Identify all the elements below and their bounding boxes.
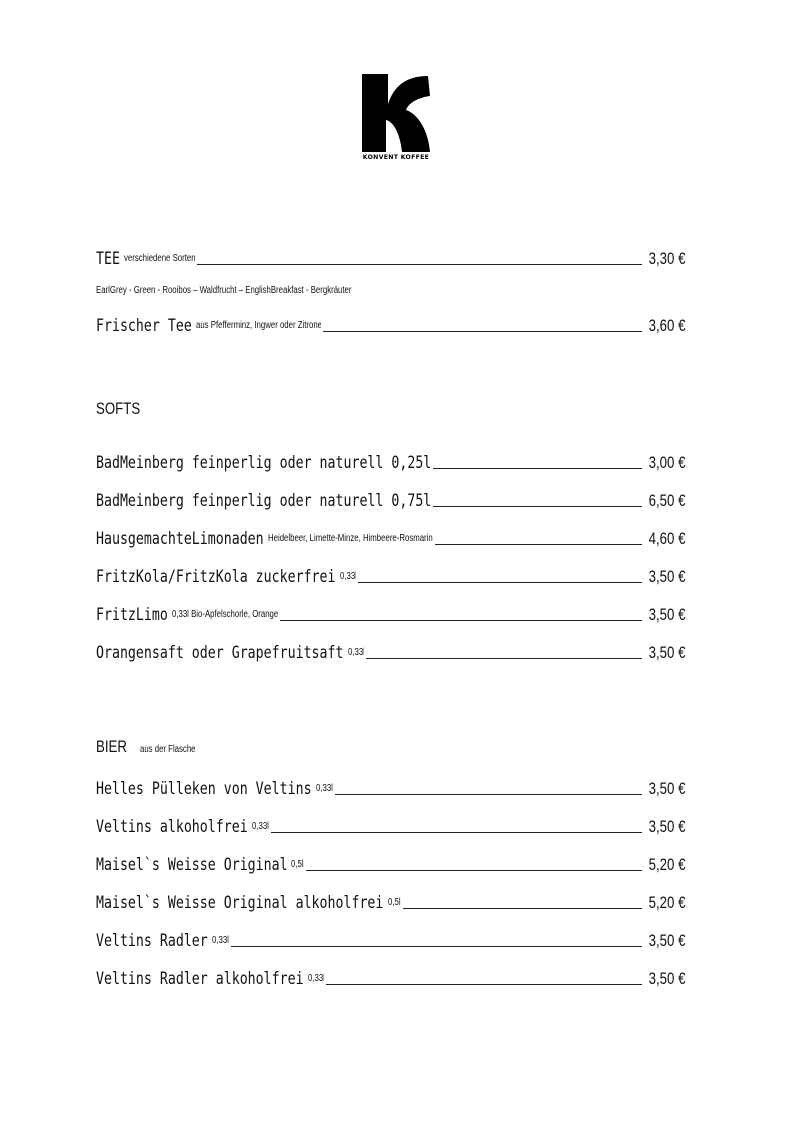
item-price: 5,20 € — [648, 855, 686, 874]
item-price: 5,20 € — [648, 893, 686, 912]
menu-row-frischer-tee — [96, 310, 696, 336]
item-detail: Heidelbeer, Limette-Minze, Himbeere-Rosmarin — [267, 533, 433, 544]
menu-row — [96, 561, 696, 587]
item-detail: 0,33l — [252, 821, 269, 832]
item-price: 3,00 € — [648, 453, 686, 472]
item-price: 3,30 € — [648, 249, 686, 268]
logo-wordmark: KONVENT KOFFEE — [362, 154, 430, 161]
item-price: 3,50 € — [648, 567, 686, 586]
section-title-bier: BIER aus der Flasche — [96, 737, 211, 760]
item-name: Helles Pülleken von Veltins — [96, 779, 312, 799]
item-price: 3,50 € — [648, 643, 686, 662]
dotted-leader — [280, 619, 642, 621]
item-name: Veltins Radler alkoholfrei — [96, 969, 304, 989]
menu-row — [96, 485, 696, 511]
item-name: HausgemachteLimonaden — [96, 529, 264, 549]
item-name: Maisel`s Weisse Original alkoholfrei — [96, 893, 384, 913]
item-name: Veltins Radler — [96, 931, 208, 951]
item-price: 3,50 € — [648, 817, 686, 836]
dotted-leader — [358, 581, 642, 583]
item-name: BadMeinberg feinperlig oder naturell 0,75l — [96, 491, 432, 511]
item-detail: 0,33l — [347, 647, 365, 658]
item-price: 3,50 € — [648, 779, 686, 798]
item-price: 4,60 € — [648, 529, 686, 548]
dotted-leader — [231, 945, 642, 947]
item-price: 3,50 € — [648, 605, 686, 624]
menu-row-tee — [96, 243, 696, 269]
item-detail: 0,5l — [387, 897, 401, 908]
item-name: BadMeinberg feinperlig oder naturell 0,25l — [96, 453, 432, 473]
item-detail: 0,33l — [315, 783, 333, 794]
item-detail: 0,33l Bio-Apfelschorle, Orange — [171, 609, 279, 620]
item-detail: 0,33l — [307, 973, 325, 984]
konvent-koffee-logo — [358, 74, 434, 166]
dotted-leader — [403, 907, 642, 909]
k-logo-icon — [358, 74, 434, 152]
dotted-leader — [335, 793, 642, 795]
item-detail: aus Pfefferminz, Ingwer oder Zitrone — [195, 320, 322, 331]
tea-varieties: EarlGrey - Green - Rooibos – Waldfrucht – EnglishBreakfast - Bergkräuter — [96, 285, 352, 296]
dotted-leader — [433, 505, 642, 507]
item-detail: 0,33l — [212, 935, 229, 946]
dotted-leader — [271, 831, 642, 833]
menu-row — [96, 963, 696, 989]
menu-row — [96, 887, 696, 913]
item-price: 3,60 € — [648, 316, 686, 335]
item-name: FritzKola/FritzKola zuckerfrei — [96, 567, 336, 587]
item-price: 6,50 € — [648, 491, 686, 510]
item-name: Maisel`s Weisse Original — [96, 855, 288, 875]
item-detail: 0,5l — [291, 859, 304, 870]
item-price: 3,50 € — [648, 969, 686, 988]
dotted-leader — [433, 467, 642, 469]
item-name: Orangensaft oder Grapefruitsaft — [96, 643, 344, 663]
item-name: Veltins alkoholfrei — [96, 817, 248, 837]
section-title-softs: SOFTS — [96, 399, 141, 418]
dotted-leader — [326, 983, 642, 985]
menu-row — [96, 637, 696, 663]
menu-row — [96, 599, 696, 625]
item-detail: verschiedene Sorten — [123, 253, 195, 264]
dotted-leader — [197, 263, 642, 265]
section-subtitle: aus der Flasche — [139, 744, 196, 755]
item-name: TEE — [96, 249, 120, 269]
item-name: Frischer Tee — [96, 316, 192, 336]
dotted-leader — [323, 330, 642, 332]
menu-row — [96, 447, 696, 473]
dotted-leader — [366, 657, 642, 659]
menu-row — [96, 925, 696, 951]
item-name: FritzLimo — [96, 605, 168, 625]
menu-row — [96, 811, 696, 837]
menu-row — [96, 523, 696, 549]
dotted-leader — [306, 869, 642, 871]
item-detail: 0,33l — [339, 571, 357, 582]
menu-row — [96, 849, 696, 875]
dotted-leader — [435, 543, 642, 545]
item-price: 3,50 € — [648, 931, 686, 950]
menu-row — [96, 773, 696, 799]
